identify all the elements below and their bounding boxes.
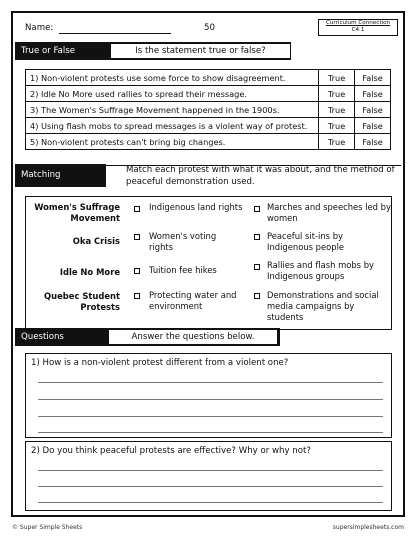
true-option[interactable]: True	[319, 118, 355, 134]
checkbox-method-3[interactable]	[254, 264, 260, 270]
topic-water-environment: Protecting water and environment	[149, 290, 237, 311]
protest-idle-no-more: Idle No More	[59, 267, 120, 277]
checkbox-method-1[interactable]	[254, 206, 260, 212]
true-false-row	[26, 118, 391, 134]
true-false-row	[26, 102, 391, 118]
true-false-table	[25, 69, 391, 150]
topic-tuition-fee-hikes: Tuition fee hikes	[149, 265, 217, 275]
name-label: Name:	[25, 23, 54, 33]
protest-oka-crisis: Oka Crisis	[72, 236, 120, 246]
protest-womens-suffrage: Women's Suffrage Movement	[34, 202, 120, 223]
statement-text: 4) Using flash mobs to spread messages is a violent way of protest.	[26, 118, 319, 134]
answer-line[interactable]	[38, 432, 383, 433]
method-demonstrations-social-media: Demonstrations and social media campaigns by students	[267, 290, 379, 322]
true-false-bar	[15, 42, 291, 60]
footer-website: supersimplesheets.com	[332, 524, 404, 531]
answer-line[interactable]	[38, 486, 383, 487]
statement-text: 3) The Women's Suffrage Movement happened in the 1900s.	[26, 102, 319, 118]
method-marches-speeches: Marches and speeches led by women	[267, 202, 391, 223]
true-option[interactable]: True	[319, 102, 355, 118]
question-1-box	[25, 353, 392, 438]
false-option[interactable]: False	[355, 86, 391, 102]
false-option[interactable]: False	[355, 118, 391, 134]
statement-text: 5) Non-violent protests can't bring big changes.	[26, 134, 319, 150]
statement-text: 1) Non-violent protests use some force to show disagreement.	[26, 70, 319, 86]
questions-bar	[15, 328, 280, 346]
answer-line[interactable]	[38, 416, 383, 417]
false-option[interactable]: False	[355, 134, 391, 150]
statement-text: 2) Idle No More used rallies to spread their message.	[26, 86, 319, 102]
answer-line[interactable]	[38, 470, 383, 471]
matching-box	[25, 196, 392, 330]
answer-line[interactable]	[38, 382, 383, 383]
curriculum-connection-box	[318, 19, 398, 36]
checkbox-topic-4[interactable]	[134, 293, 140, 299]
false-option[interactable]: False	[355, 70, 391, 86]
matching-instructions: Match each protest with what it was about, and the method of peaceful demonstration used.	[126, 165, 395, 187]
true-option[interactable]: True	[319, 86, 355, 102]
protest-quebec-student: Quebec Student Protests	[44, 291, 120, 312]
worksheet	[11, 11, 405, 517]
true-option[interactable]: True	[319, 134, 355, 150]
matching-bar	[15, 164, 106, 187]
false-option[interactable]: False	[355, 102, 391, 118]
true-false-row	[26, 134, 391, 150]
checkbox-topic-1[interactable]	[134, 206, 140, 212]
questions-prompt: Answer the questions below.	[108, 329, 278, 345]
question-2-box	[25, 441, 392, 511]
checkbox-method-4[interactable]	[254, 293, 260, 299]
question-1-text: 1) How is a non-violent protest different from a violent one?	[31, 358, 289, 368]
checkbox-topic-2[interactable]	[134, 234, 140, 240]
footer-copyright: © Super Simple Sheets	[12, 524, 83, 531]
true-option[interactable]: True	[319, 70, 355, 86]
questions-title: Questions	[21, 332, 64, 342]
question-2-text: 2) Do you think peaceful protests are effective? Why or why not?	[31, 446, 311, 456]
curriculum-code: C4.1	[351, 27, 365, 34]
curriculum-title: Curriculum Connection	[325, 20, 391, 26]
name-line[interactable]	[59, 33, 171, 34]
true-false-prompt: Is the statement true or false?	[110, 43, 291, 59]
answer-line[interactable]	[38, 502, 383, 503]
checkbox-topic-3[interactable]	[134, 268, 140, 274]
method-sit-ins: Peaceful sit-ins by Indigenous people	[267, 231, 345, 252]
matching-title: Matching	[21, 170, 61, 180]
topic-indigenous-land-rights: Indigenous land rights	[149, 202, 243, 212]
topic-womens-voting-rights: Women's voting rights	[149, 231, 217, 252]
checkbox-method-2[interactable]	[254, 234, 260, 240]
true-false-row	[26, 70, 391, 86]
answer-line[interactable]	[38, 399, 383, 400]
true-false-row	[26, 86, 391, 102]
score: 50	[204, 23, 215, 33]
method-rallies-flash-mobs: Rallies and flash mobs by Indigenous groups	[267, 260, 374, 281]
true-false-title: True or False	[21, 46, 76, 56]
